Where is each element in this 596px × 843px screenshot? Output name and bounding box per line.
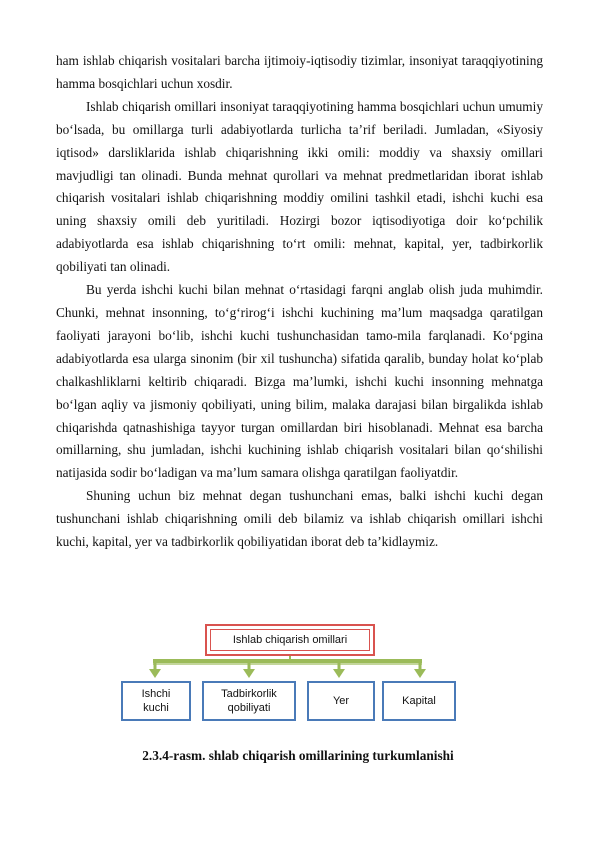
paragraph-4: Shuning uchun biz mehnat degan tushunchani emas, balki ishchi kuchi degan tushunchani ishlab chiqarishning omili deb bilamiz va ishlab chiqarish omillari ishchi kuchi, kapital, yer va tadbirkorlik qobiliyatidan iborat deb ta’kidlaymiz.: [56, 488, 543, 550]
child-box-tadbirkorlik: [202, 681, 296, 721]
child-label-3: Yer: [332, 695, 350, 707]
arrow-3: [333, 662, 345, 678]
arrow-4: [414, 662, 426, 678]
paragraph-1: ham ishlab chiqarish vositalari barcha ijtimoiy-iqtisodiy tizimlar, insoniyat taraqqiyotining hamma bosqichlari uchun xosdir.: [56, 53, 543, 91]
paragraph-2: Ishlab chiqarish omillari insoniyat taraqqiyotining hamma bosqichlari uchun umumiy bo‘lsada, bu omillarga turli adabiyotlarda turlicha ta’rif beriladi. Jumladan, «Siyosiy iqtisod» darsliklarida ishlab chiqarishning ikki omili: moddiy va shaxsiy omillari mavjudligi tan olinadi. Bunda mehnat qurollari va mehnat predmetlaridan iborat ishlab chiqarish vositalari ishlab chiqarishning moddiy omilini tashkil etadi, ishchi kuchi esa uning shaxsiy omili deb yuritiladi. Hozirgi bozor iqtisodiyotiga doir ko‘pchilik adabiyotlarda esa ishlab chiqarishning to‘rt omili: mehnat, kapital, yer, tadbirkorlik qobiliyati tan olinadi.: [56, 98, 543, 275]
child-label-1: Ishchi kuchi: [141, 688, 171, 714]
root-box: [205, 624, 375, 656]
child-label-2: Tadbirkorlik qobiliyati: [221, 688, 277, 714]
child-box-yer: [307, 681, 375, 721]
body-text: [56, 50, 543, 554]
arrow-1: [149, 662, 161, 678]
arrow-2: [243, 662, 255, 678]
paragraph-3: Bu yerda ishchi kuchi bilan mehnat o‘rtasidagi farqni anglab olish juda muhimdir. Chunki, mehnat insonning, to‘g‘rirog‘i ishchi kuchining ma’lum maqsadga qaratilgan faoliyati jarayoni bo‘lib, ishchi kuchi tushunchasidan tamo-mila farqlanadi. Ko‘pgina adabiyotlarda esa ularga sinonim (bir xil tushuncha) sifatida qaralib, bunday holat ko‘plab chalkashliklarni keltirib chiqaradi. Bizga ma’lumki, ishchi kuchi insonning mehnatga bo‘lgan aqliy va jismoniy qobiliyati, uning bilim, malaka darajasi bilan birgalikda ishlab chiqarishda qatnashishiga tayyor turgan omillardan biri hisoblanadi. Mehnat esa barcha omillarning, shu jumladan, ishchi kuchining ishlab chiqarish vositalari bilan qo‘shilishi natijasida sodir bo‘ladigan va ma’lum samara olishga qaratilgan faoliyatdir.: [56, 282, 543, 481]
root-label: Ishlab chiqarish omillari: [232, 634, 348, 646]
figure-caption: 2.3.4-rasm. shlab chiqarish omillarining turkumlanishi: [142, 748, 454, 763]
child-box-ishchi-kuchi: [121, 681, 191, 721]
child-label-4: Kapital: [402, 695, 436, 707]
child-box-kapital: [382, 681, 456, 721]
